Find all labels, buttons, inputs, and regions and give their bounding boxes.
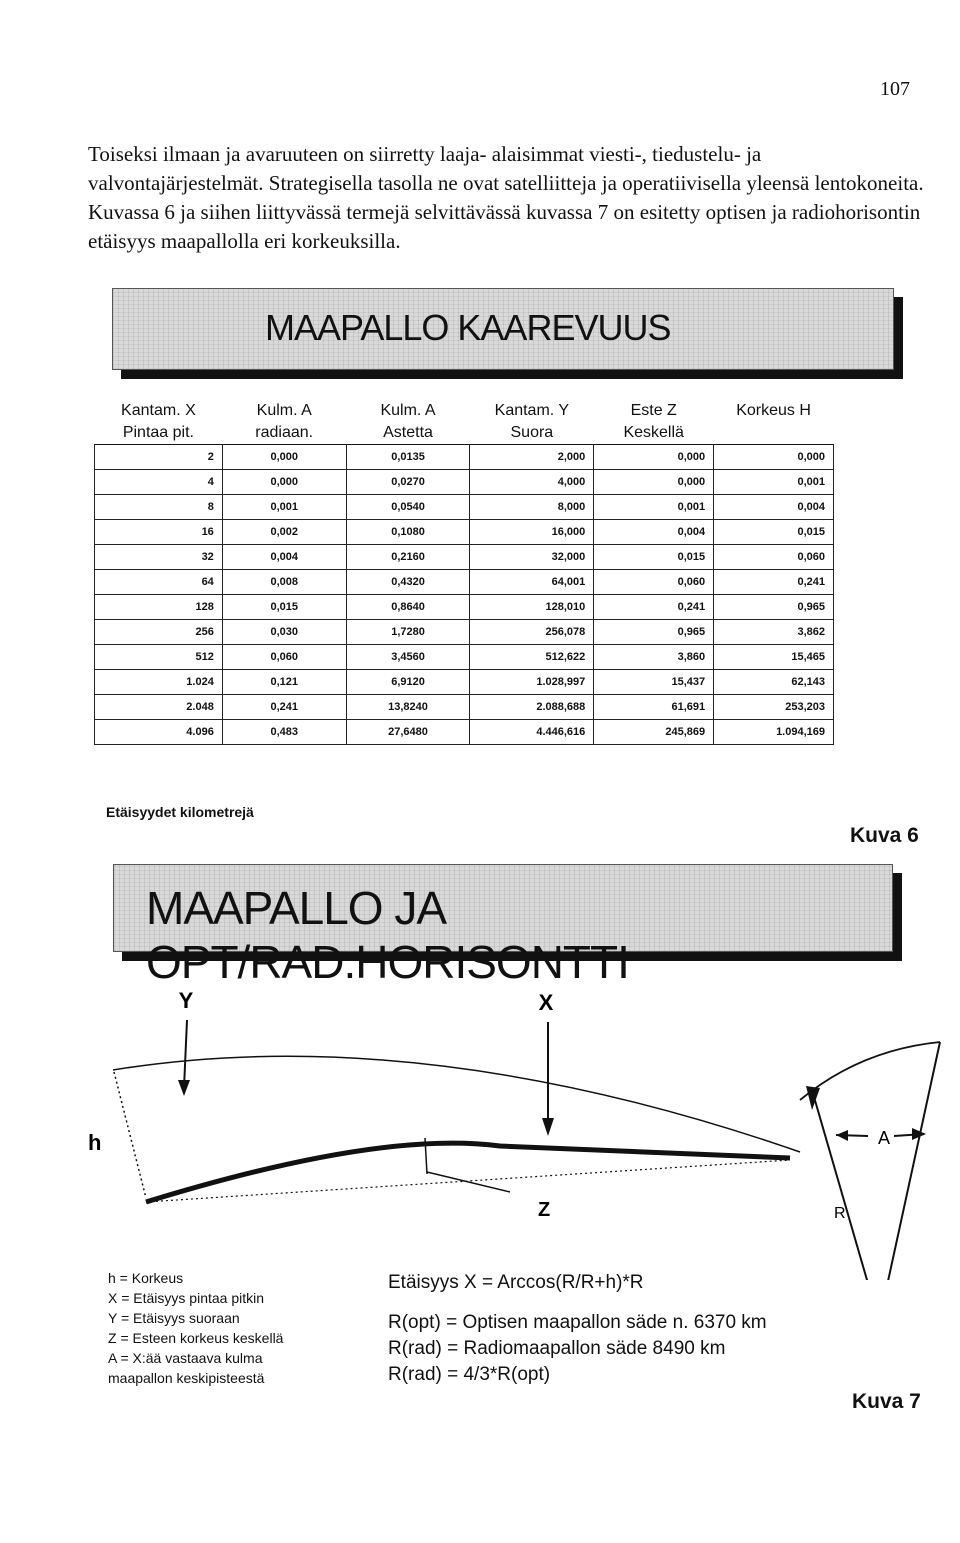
table-row	[95, 520, 834, 545]
table-cell: 0,0135	[346, 445, 470, 470]
formula-distance: Etäisyys X = Arccos(R/R+h)*R	[388, 1272, 644, 1293]
table-cell: 0,004	[594, 520, 714, 545]
angle-arrowhead-left-icon	[836, 1130, 848, 1141]
table-cell: 512,622	[470, 645, 594, 670]
table-cell: 256	[95, 620, 223, 645]
diagram-legend	[108, 1268, 283, 1388]
table-cell: 0,1080	[346, 520, 470, 545]
table-cell: 1.024	[95, 670, 223, 695]
header-cell	[222, 397, 346, 445]
table-cell: 0,241	[714, 570, 834, 595]
horizon-banner-title: MAAPALLO JA OPT/RAD.HORISONTTI	[146, 882, 629, 988]
table-cell: 61,691	[594, 695, 714, 720]
table-cell: 512	[95, 645, 223, 670]
table-row	[95, 645, 834, 670]
y-arrowhead-icon	[178, 1080, 190, 1096]
header-line: Este Z	[630, 402, 677, 419]
figure-6-label: Kuva 6	[850, 824, 919, 847]
table-cell: 245,869	[594, 720, 714, 745]
header-line: Pintaa pit.	[122, 424, 194, 441]
table-cell: 0,0540	[346, 495, 470, 520]
table-cell: 0,001	[222, 495, 346, 520]
table-cell: 4.096	[95, 720, 223, 745]
table-cell: 1.094,169	[714, 720, 834, 745]
chord-dotted-line	[146, 1160, 790, 1202]
table-cell: 0,030	[222, 620, 346, 645]
r-label: R	[834, 1205, 846, 1222]
intro-text	[88, 140, 930, 256]
header-cell	[470, 397, 594, 445]
formula-r-rad: R(rad) = Radiomaapallon säde 8490 km	[388, 1338, 726, 1359]
horizon-diagram	[0, 980, 960, 1280]
table-row	[95, 570, 834, 595]
table-cell: 0,4320	[346, 570, 470, 595]
table-cell: 0,8640	[346, 595, 470, 620]
table-cell: 0,002	[222, 520, 346, 545]
table-cell: 0,000	[222, 470, 346, 495]
table-cell: 0,000	[222, 445, 346, 470]
table-cell: 32	[95, 545, 223, 570]
table-row	[95, 720, 834, 745]
table-cell: 3,862	[714, 620, 834, 645]
table-cell: 0,004	[222, 545, 346, 570]
table-body	[95, 445, 834, 745]
table-cell: 8	[95, 495, 223, 520]
header-line: Kulm. A	[256, 402, 312, 419]
straight-distance-line	[113, 1056, 800, 1152]
table-cell: 0,060	[714, 545, 834, 570]
intro-paragraph-2: Kuvassa 6 ja siihen liittyvässä termejä selvittävässä kuvassa 7 on esitetty optisen ja radiohorisontin etäisyys maapallolla eri korkeuksilla.	[88, 200, 921, 253]
table-row	[95, 445, 834, 470]
table-cell: 64	[95, 570, 223, 595]
table-cell: 256,078	[470, 620, 594, 645]
table-cell: 0,000	[714, 445, 834, 470]
table-cell: 32,000	[470, 545, 594, 570]
table-cell: 8,000	[470, 495, 594, 520]
table-cell: 13,8240	[346, 695, 470, 720]
curvature-table-container	[94, 397, 834, 745]
legend-item: h = Korkeus	[108, 1270, 184, 1286]
header-line: Astetta	[383, 424, 433, 441]
table-row	[95, 670, 834, 695]
curvature-banner-title: MAAPALLO KAAREVUUS	[265, 307, 671, 348]
table-cell: 3,4560	[346, 645, 470, 670]
table-cell: 0,241	[594, 595, 714, 620]
legend-item: Y = Etäisyys suoraan	[108, 1310, 240, 1326]
header-cell	[714, 397, 834, 445]
table-cell: 2.048	[95, 695, 223, 720]
table-cell: 0,015	[714, 520, 834, 545]
header-line: Kantam. Y	[494, 402, 570, 419]
legend-item: Z = Esteen korkeus keskellä	[108, 1330, 284, 1346]
intro-paragraph-1: Toiseksi ilmaan ja avaruuteen on siirretty laaja- alaisimmat viesti-, tiedustelu- ja valvontajärjestelmät. Strategisella tasolla ne ovat satelliitteja ja operatiivisella yleensä lentokoneita.	[88, 142, 924, 195]
table-cell: 0,121	[222, 670, 346, 695]
table-cell: 0,001	[714, 470, 834, 495]
table-cell: 1.028,997	[470, 670, 594, 695]
table-cell: 4	[95, 470, 223, 495]
table-cell: 6,9120	[346, 670, 470, 695]
horizon-banner	[113, 864, 893, 988]
units-note: Etäisyydet kilometrejä	[106, 804, 254, 820]
radius-arrowhead-icon	[806, 1086, 820, 1110]
header-cell	[95, 397, 223, 445]
h-label: h	[88, 1130, 102, 1155]
formula-r-opt: R(opt) = Optisen maapallon säde n. 6370 km	[388, 1312, 767, 1333]
table-cell: 27,6480	[346, 720, 470, 745]
table-cell: 128,010	[470, 595, 594, 620]
globe-arc	[800, 1042, 940, 1100]
table-row	[95, 595, 834, 620]
table-cell: 16	[95, 520, 223, 545]
table-cell: 1,7280	[346, 620, 470, 645]
table-cell: 2	[95, 445, 223, 470]
curvature-banner	[112, 288, 894, 370]
table-cell: 15,437	[594, 670, 714, 695]
radius-line-right	[880, 1042, 940, 1280]
table-cell: 62,143	[714, 670, 834, 695]
table-cell: 4,000	[470, 470, 594, 495]
table-cell: 2.088,688	[470, 695, 594, 720]
formula-r-ratio: R(rad) = 4/3*R(opt)	[388, 1364, 551, 1385]
table-row	[95, 695, 834, 720]
table-cell: 0,015	[222, 595, 346, 620]
table-cell: 0,000	[594, 445, 714, 470]
table-cell: 0,004	[714, 495, 834, 520]
table-cell: 64,001	[470, 570, 594, 595]
x-label: X	[538, 990, 554, 1015]
header-line: radiaan.	[255, 424, 314, 441]
header-line: Kantam. X	[121, 402, 196, 419]
table-header-row	[95, 397, 834, 445]
y-arrow	[184, 1020, 187, 1088]
legend-item: X = Etäisyys pintaa pitkin	[108, 1290, 265, 1306]
h-dotted-line	[114, 1072, 146, 1198]
x-arrowhead-icon	[542, 1118, 554, 1136]
page-number: 107	[880, 78, 910, 100]
z-label: Z	[538, 1199, 551, 1221]
header-cell	[594, 397, 714, 445]
header-line: Korkeus H	[736, 402, 811, 419]
table-cell: 0,001	[594, 495, 714, 520]
table-cell: 0,965	[714, 595, 834, 620]
table-cell: 0,015	[594, 545, 714, 570]
table-row	[95, 495, 834, 520]
table-cell: 253,203	[714, 695, 834, 720]
earth-surface-curve	[146, 1143, 790, 1202]
radius-line-left	[812, 1090, 878, 1280]
table-cell: 0,060	[222, 645, 346, 670]
table-cell: 16,000	[470, 520, 594, 545]
header-line: Kulm. A	[380, 402, 436, 419]
figure-7-label: Kuva 7	[852, 1390, 921, 1413]
table-cell: 0,0270	[346, 470, 470, 495]
header-cell	[346, 397, 470, 445]
header-line: Suora	[510, 424, 554, 441]
table-cell: 0,483	[222, 720, 346, 745]
table-cell: 0,000	[594, 470, 714, 495]
y-label: Y	[178, 988, 194, 1013]
table-cell: 0,2160	[346, 545, 470, 570]
table-cell: 3,860	[594, 645, 714, 670]
table-cell: 0,241	[222, 695, 346, 720]
table-cell: 15,465	[714, 645, 834, 670]
formulas-block	[388, 1270, 767, 1388]
table-cell: 2,000	[470, 445, 594, 470]
header-line: Keskellä	[623, 424, 684, 441]
a-label: A	[878, 1128, 891, 1148]
table-row	[95, 470, 834, 495]
table-cell: 128	[95, 595, 223, 620]
z-pointer-line	[427, 1172, 510, 1192]
table-cell: 0,965	[594, 620, 714, 645]
table-cell: 0,008	[222, 570, 346, 595]
table-row	[95, 620, 834, 645]
legend-item: A = X:ää vastaava kulma	[108, 1350, 263, 1366]
curvature-table	[94, 397, 834, 745]
table-cell: 4.446,616	[470, 720, 594, 745]
table-row	[95, 545, 834, 570]
legend-item: maapallon keskipisteestä	[108, 1370, 265, 1386]
table-cell: 0,060	[594, 570, 714, 595]
